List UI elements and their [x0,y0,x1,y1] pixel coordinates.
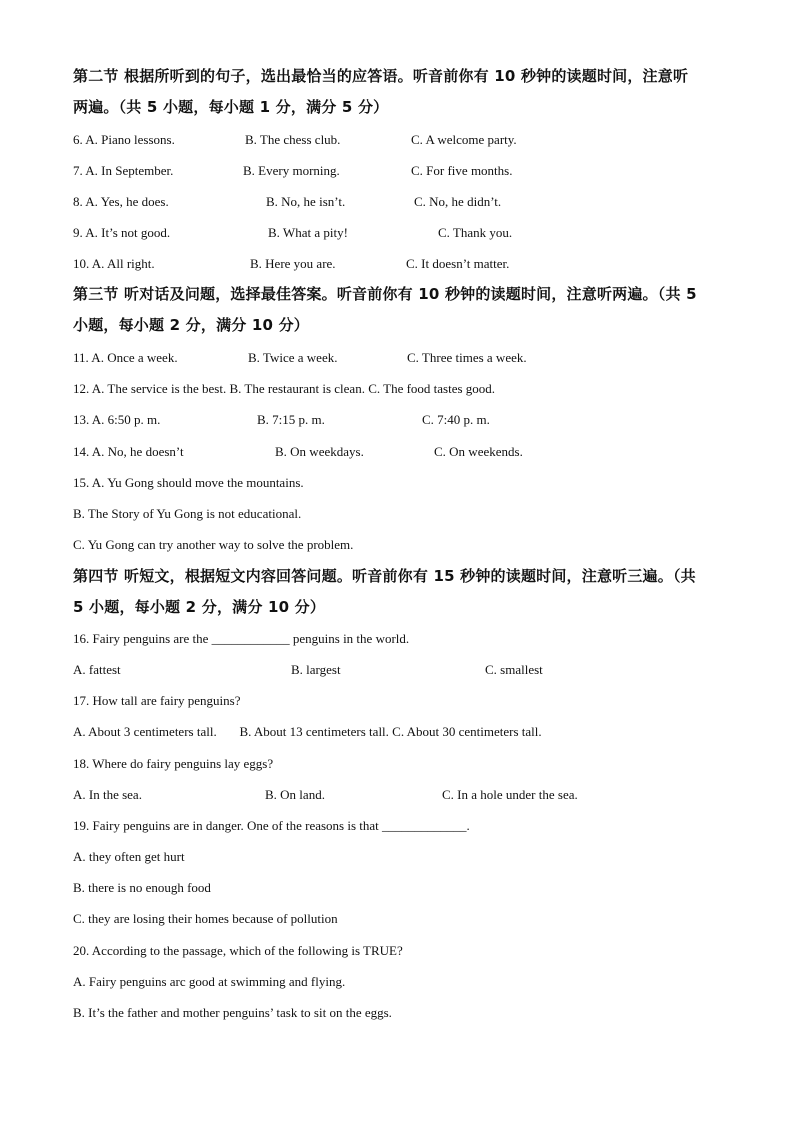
section3-heading-line1: 第三节 听对话及问题，选择最佳答案。听音前你有 10 秒钟的读题时间，注意听两遍。（共 5 [73,285,697,303]
q7-option-b: B. Every morning. [243,163,340,178]
section4-heading [73,561,723,623]
q18-option-a: A. In the sea. [73,787,142,802]
q6-option-b: B. The chess club. [245,132,341,147]
q8-option-a: 8. A. Yes, he does. [73,194,169,209]
q11-option-b: B. Twice a week. [248,350,338,365]
q6-option-c: C. A welcome party. [411,132,517,147]
q8-option-b: B. No, he isn’t. [266,194,346,209]
q16-option-c: C. smallest [485,662,543,677]
q13-option-c: C. 7:40 p. m. [422,412,490,427]
section2-heading-line2: 两遍。（共 5 小题，每小题 1 分，满分 5 分） [73,98,389,116]
q19-stem: 19. Fairy penguins are in danger. One of the reasons is that _____________. [73,818,470,833]
section2-heading [73,61,723,123]
q20-option-a: A. Fairy penguins arc good at swimming and flying. [73,974,346,989]
q13-option-b: B. 7:15 p. m. [257,412,325,427]
q16-option-a: A. fattest [73,662,121,677]
q9-option-a: 9. A. It’s not good. [73,225,171,240]
q14-option-b: B. On weekdays. [275,444,364,459]
q11-option-c: C. Three times a week. [407,350,527,365]
q17-stem: 17. How tall are fairy penguins? [73,693,241,708]
q19-option-b: B. there is no enough food [73,880,211,895]
q14-option-a: 14. A. No, he doesn’t [73,444,184,459]
q8-option-c: C. No, he didn’t. [414,194,502,209]
q20-stem: 20. According to the passage, which of the following is TRUE? [73,943,403,958]
q16-option-b: B. largest [291,662,341,677]
q7-option-c: C. For five months. [411,163,513,178]
q11-option-a: 11. A. Once a week. [73,350,178,365]
q19-option-c: C. they are losing their homes because of pollution [73,911,338,926]
q14-option-c: C. On weekends. [434,444,523,459]
q16-stem: 16. Fairy penguins are the ____________ penguins in the world. [73,631,410,646]
section4-heading-line1: 第四节 听短文，根据短文内容回答问题。听音前你有 15 秒钟的读题时间，注意听三遍。（共 [73,567,696,585]
q15-option-c: C. Yu Gong can try another way to solve the problem. [73,537,354,552]
q13-option-a: 13. A. 6:50 p. m. [73,412,161,427]
q10-option-c: C. It doesn’t matter. [406,256,510,271]
q20-option-b: B. It’s the father and mother penguins’ task to sit on the eggs. [73,1005,392,1020]
q10-option-a: 10. A. All right. [73,256,155,271]
q12-options: 12. A. The service is the best. B. The restaurant is clean. C. The food tastes good. [73,381,496,396]
section3-heading [73,279,723,341]
q9-option-c: C. Thank you. [438,225,513,240]
section2-heading-line1: 第二节 根据所听到的句子，选出最恰当的应答语。听音前你有 10 秒钟的读题时间，注意听 [73,67,689,85]
q18-option-c: C. In a hole under the sea. [442,787,578,802]
q19-option-a: A. they often get hurt [73,849,185,864]
q15-option-b: B. The Story of Yu Gong is not educational. [73,506,302,521]
q10-option-b: B. Here you are. [250,256,336,271]
q7-option-a: 7. A. In September. [73,163,174,178]
q15-option-a: 15. A. Yu Gong should move the mountains. [73,475,304,490]
q18-stem: 18. Where do fairy penguins lay eggs? [73,756,274,771]
section4-heading-line2: 5 小题，每小题 2 分，满分 10 分） [73,598,326,616]
q6-option-a: 6. A. Piano lessons. [73,132,175,147]
section3-heading-line2: 小题，每小题 2 分，满分 10 分） [73,316,310,334]
q9-option-b: B. What a pity! [268,225,348,240]
q17-options: A. About 3 centimeters tall. B. About 13 centimeters tall. C. About 30 centimeters tall. [73,724,542,739]
q18-option-b: B. On land. [265,787,325,802]
